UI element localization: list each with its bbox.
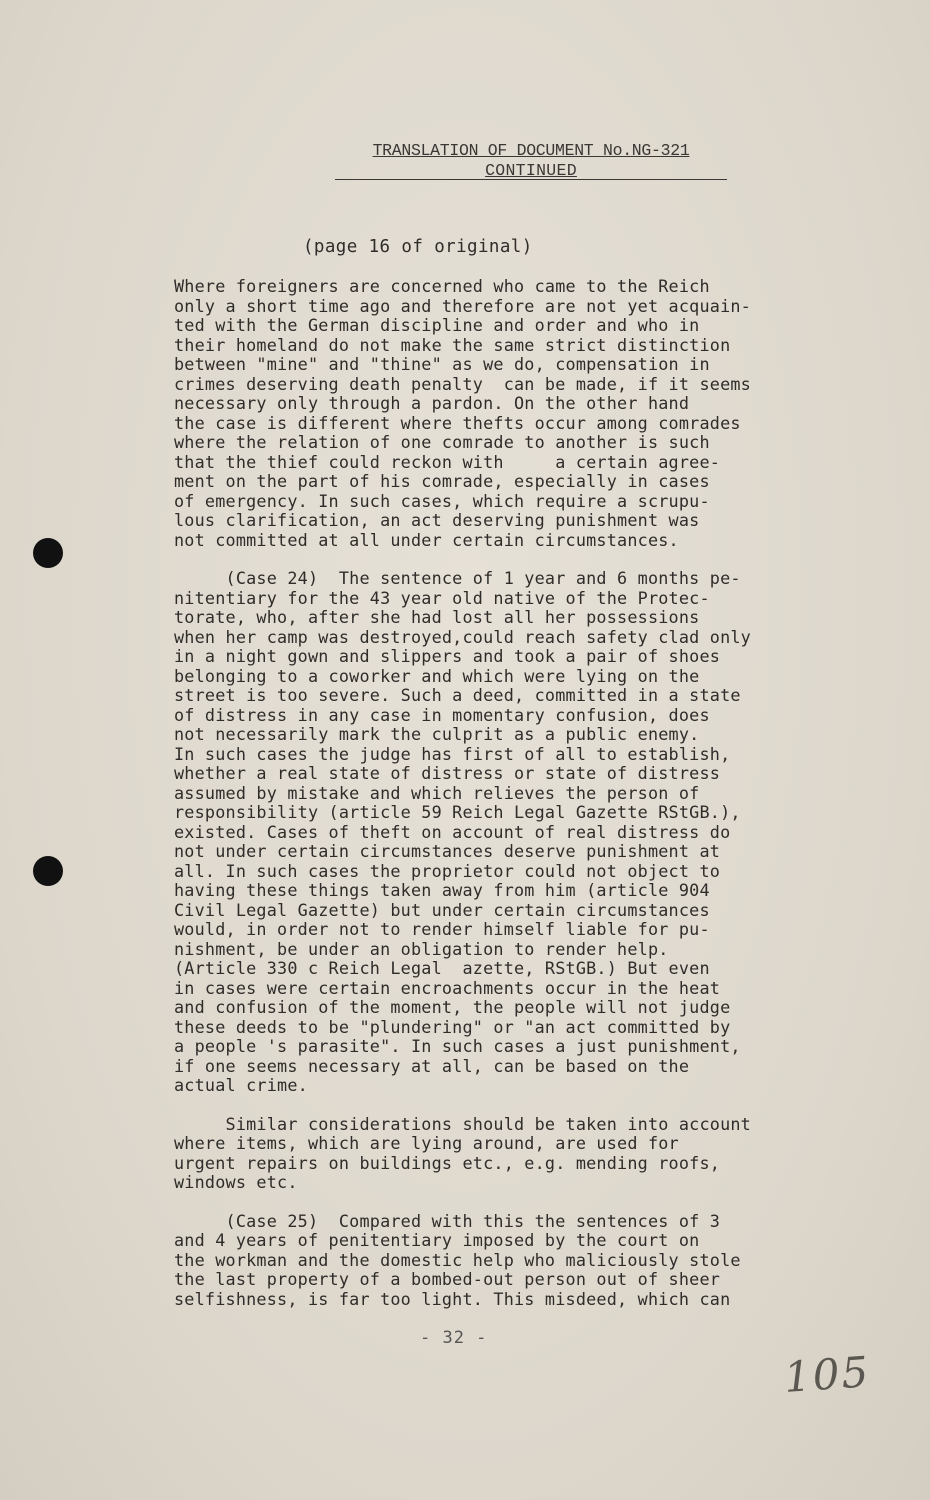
text-line: if one seems necessary at all, can be based on the: [174, 1055, 690, 1076]
text-line: Similar considerations should be taken into account: [174, 1113, 751, 1134]
text-line: their homeland do not make the same strict distinction: [174, 334, 731, 355]
text-line: Where foreigners are concerned who came to the Reich: [174, 276, 710, 296]
text-line: responsibility (article 59 Reich Legal Gazette RStGB.),: [174, 802, 741, 822]
binder-hole-upper: [33, 538, 63, 568]
text-line: where items, which are lying around, are used for: [174, 1133, 679, 1153]
text-line: urgent repairs on buildings etc., e.g. mending roofs,: [174, 1152, 721, 1173]
paragraph: [174, 569, 854, 1096]
text-line: nishment, be under an obligation to render help.: [174, 938, 669, 959]
handwritten-page-number: 105: [782, 1347, 872, 1402]
text-line: selfishness, is far too light. This misdeed, which can: [174, 1288, 731, 1309]
page-number: - 32 -: [420, 1328, 488, 1348]
text-line: and 4 years of penitentiary imposed by the court on: [174, 1230, 700, 1250]
paragraph-gap: [174, 550, 854, 569]
paragraph-gap: [174, 1193, 854, 1212]
text-line: the workman and the domestic help who maliciously stole: [174, 1249, 741, 1270]
text-line: that the thief could reckon with a certain agree-: [174, 451, 721, 472]
text-line: where the relation of one comrade to another is such: [174, 432, 710, 452]
document-header: [335, 141, 727, 181]
document-body: [174, 277, 854, 1309]
text-line: not under certain circumstances deserve punishment at: [174, 841, 721, 861]
paragraph-gap: [174, 1096, 854, 1115]
text-line: and confusion of the moment, the people will not judge: [174, 997, 731, 1017]
text-line: actual crime.: [174, 1075, 308, 1095]
text-line: in a night gown and slippers and took a pair of shoes: [174, 646, 721, 666]
text-line: existed. Cases of theft on account of real distress do: [174, 821, 731, 842]
text-line: in cases were certain encroachments occur in the heat: [174, 977, 721, 998]
text-line: only a short time ago and therefore are not yet acquain-: [174, 295, 751, 316]
text-line: having these things taken away from him (article 904: [174, 880, 710, 900]
text-line: the last property of a bombed-out person out of sheer: [174, 1269, 721, 1289]
text-line: crimes deserving death penalty can be made, if it seems: [174, 373, 751, 394]
text-line: (Case 24) The sentence of 1 year and 6 months pe-: [174, 568, 741, 588]
header-subtitle: CONTINUED: [485, 161, 577, 180]
text-line: In such cases the judge has first of all to establish,: [174, 743, 731, 764]
text-line: all. In such cases the proprietor could not object to: [174, 860, 721, 881]
text-line: when her camp was destroyed,could reach safety clad only: [174, 626, 751, 647]
paragraph: [174, 1212, 854, 1310]
text-line: windows etc.: [174, 1172, 298, 1192]
text-line: necessary only through a pardon. On the other hand: [174, 393, 690, 413]
text-line: (Article 330 c Reich Legal azette, RStGB.) But even: [174, 958, 710, 978]
binder-hole-lower: [33, 856, 63, 886]
text-line: not necessarily mark the culprit as a public enemy.: [174, 724, 700, 744]
text-line: of distress in any case in momentary confusion, does: [174, 704, 710, 725]
text-line: (Case 25) Compared with this the sentences of 3: [174, 1210, 721, 1231]
text-line: these deeds to be "plundering" or "an act committed by: [174, 1016, 731, 1037]
page-reference: (page 16 of original): [303, 237, 533, 257]
text-line: ment on the part of his comrade, especially in cases: [174, 471, 710, 491]
text-line: of emergency. In such cases, which require a scrupu-: [174, 490, 710, 511]
text-line: between "mine" and "thine" as we do, compensation in: [174, 354, 710, 374]
text-line: belonging to a coworker and which were lying on the: [174, 665, 700, 686]
text-line: the case is different where thefts occur among comrades: [174, 412, 741, 433]
text-line: nitentiary for the 43 year old native of the Protec-: [174, 587, 710, 608]
text-line: street is too severe. Such a deed, committed in a state: [174, 685, 741, 705]
text-line: torate, who, after she had lost all her possessions: [174, 607, 700, 627]
paragraph: [174, 1115, 854, 1193]
text-line: lous clarification, an act deserving punishment was: [174, 510, 700, 530]
header-rule: [335, 179, 727, 180]
text-line: not committed at all under certain circumstances.: [174, 529, 679, 550]
text-line: assumed by mistake and which relieves the person of: [174, 782, 700, 803]
text-line: Civil Legal Gazette) but under certain circumstances: [174, 899, 710, 920]
text-line: would, in order not to render himself liable for pu-: [174, 919, 710, 939]
text-line: whether a real state of distress or state of distress: [174, 763, 721, 783]
text-line: a people 's parasite". In such cases a just punishment,: [174, 1036, 741, 1056]
header-title: TRANSLATION OF DOCUMENT No.NG-321: [372, 141, 690, 160]
text-line: ted with the German discipline and order and who in: [174, 315, 700, 335]
paragraph: [174, 277, 854, 550]
